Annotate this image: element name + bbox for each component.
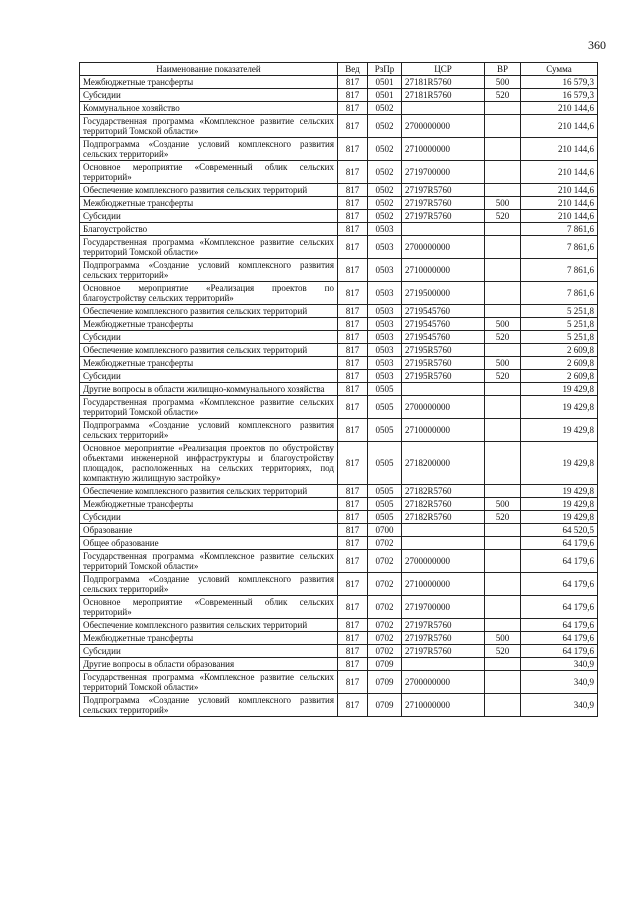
cell-rzpr: 0505 bbox=[368, 419, 402, 442]
cell-vr bbox=[485, 671, 521, 694]
cell-csr: 27197R5760 bbox=[402, 619, 485, 632]
cell-rzpr: 0502 bbox=[368, 102, 402, 115]
cell-csr: 2700000000 bbox=[402, 671, 485, 694]
cell-vr bbox=[485, 550, 521, 573]
cell-name: Обеспечение комплексного развития сельских территорий bbox=[80, 184, 338, 197]
cell-rzpr: 0502 bbox=[368, 197, 402, 210]
cell-csr bbox=[402, 223, 485, 236]
column-header-csr: ЦСР bbox=[402, 63, 485, 76]
cell-name: Обеспечение комплексного развития сельских территорий bbox=[80, 619, 338, 632]
cell-sum: 7 861,6 bbox=[521, 236, 598, 259]
table-row bbox=[80, 115, 598, 138]
table-row bbox=[80, 236, 598, 259]
cell-sum: 2 609,8 bbox=[521, 357, 598, 370]
cell-sum: 2 609,8 bbox=[521, 344, 598, 357]
table-row bbox=[80, 396, 598, 419]
cell-csr: 2710000000 bbox=[402, 419, 485, 442]
table-row bbox=[80, 138, 598, 161]
cell-ved: 817 bbox=[338, 138, 368, 161]
cell-name: Субсидии bbox=[80, 511, 338, 524]
cell-vr bbox=[485, 694, 521, 717]
cell-ved: 817 bbox=[338, 694, 368, 717]
cell-sum: 19 429,8 bbox=[521, 383, 598, 396]
cell-csr bbox=[402, 524, 485, 537]
cell-ved: 817 bbox=[338, 658, 368, 671]
cell-name: Государственная программа «Комплексное развитие сельских территорий Томской области» bbox=[80, 236, 338, 259]
cell-vr bbox=[485, 537, 521, 550]
cell-sum: 64 179,6 bbox=[521, 573, 598, 596]
cell-csr: 27195R5760 bbox=[402, 344, 485, 357]
cell-rzpr: 0502 bbox=[368, 184, 402, 197]
cell-sum: 210 144,6 bbox=[521, 210, 598, 223]
cell-sum: 5 251,8 bbox=[521, 305, 598, 318]
cell-rzpr: 0503 bbox=[368, 305, 402, 318]
budget-table bbox=[79, 62, 598, 717]
cell-ved: 817 bbox=[338, 396, 368, 419]
cell-ved: 817 bbox=[338, 102, 368, 115]
cell-rzpr: 0502 bbox=[368, 138, 402, 161]
cell-csr: 27197R5760 bbox=[402, 210, 485, 223]
cell-name: Коммунальное хозяйство bbox=[80, 102, 338, 115]
cell-csr: 27195R5760 bbox=[402, 357, 485, 370]
cell-vr bbox=[485, 259, 521, 282]
column-header-sum: Сумма bbox=[521, 63, 598, 76]
cell-ved: 817 bbox=[338, 596, 368, 619]
cell-rzpr: 0503 bbox=[368, 344, 402, 357]
table-row bbox=[80, 645, 598, 658]
cell-name: Государственная программа «Комплексное развитие сельских территорий Томской области» bbox=[80, 671, 338, 694]
cell-ved: 817 bbox=[338, 89, 368, 102]
cell-name: Основное мероприятие «Реализация проектов по благоустройству сельских территорий» bbox=[80, 282, 338, 305]
cell-name: Основное мероприятие «Современный облик сельских территорий» bbox=[80, 596, 338, 619]
cell-rzpr: 0702 bbox=[368, 632, 402, 645]
cell-csr: 2710000000 bbox=[402, 259, 485, 282]
cell-vr: 500 bbox=[485, 498, 521, 511]
cell-sum: 210 144,6 bbox=[521, 197, 598, 210]
cell-rzpr: 0505 bbox=[368, 442, 402, 485]
table-row bbox=[80, 383, 598, 396]
cell-ved: 817 bbox=[338, 485, 368, 498]
cell-rzpr: 0505 bbox=[368, 485, 402, 498]
cell-sum: 64 179,6 bbox=[521, 550, 598, 573]
cell-name: Подпрограмма «Создание условий комплексного развития сельских территорий» bbox=[80, 694, 338, 717]
cell-csr: 2700000000 bbox=[402, 550, 485, 573]
cell-csr: 2710000000 bbox=[402, 573, 485, 596]
cell-vr bbox=[485, 442, 521, 485]
cell-ved: 817 bbox=[338, 76, 368, 89]
cell-vr bbox=[485, 115, 521, 138]
cell-name: Подпрограмма «Создание условий комплексного развития сельских территорий» bbox=[80, 259, 338, 282]
cell-sum: 64 179,6 bbox=[521, 537, 598, 550]
cell-ved: 817 bbox=[338, 318, 368, 331]
cell-ved: 817 bbox=[338, 184, 368, 197]
cell-sum: 7 861,6 bbox=[521, 259, 598, 282]
cell-sum: 16 579,3 bbox=[521, 89, 598, 102]
cell-csr bbox=[402, 383, 485, 396]
table-row bbox=[80, 370, 598, 383]
cell-vr bbox=[485, 573, 521, 596]
cell-sum: 340,9 bbox=[521, 694, 598, 717]
cell-name: Основное мероприятие «Современный облик сельских территорий» bbox=[80, 161, 338, 184]
cell-ved: 817 bbox=[338, 370, 368, 383]
cell-sum: 19 429,8 bbox=[521, 396, 598, 419]
cell-sum: 210 144,6 bbox=[521, 161, 598, 184]
cell-rzpr: 0503 bbox=[368, 223, 402, 236]
cell-csr: 2719700000 bbox=[402, 596, 485, 619]
column-header-name: Наименование показателей bbox=[80, 63, 338, 76]
cell-ved: 817 bbox=[338, 115, 368, 138]
cell-rzpr: 0501 bbox=[368, 76, 402, 89]
cell-csr: 27197R5760 bbox=[402, 184, 485, 197]
table-row bbox=[80, 658, 598, 671]
cell-name: Обеспечение комплексного развития сельских территорий bbox=[80, 485, 338, 498]
table-row bbox=[80, 259, 598, 282]
cell-sum: 19 429,8 bbox=[521, 419, 598, 442]
cell-rzpr: 0702 bbox=[368, 573, 402, 596]
table-row bbox=[80, 550, 598, 573]
table-row bbox=[80, 511, 598, 524]
table-row bbox=[80, 619, 598, 632]
cell-name: Межбюджетные трансферты bbox=[80, 318, 338, 331]
page-number: 360 bbox=[588, 38, 606, 52]
cell-vr: 520 bbox=[485, 89, 521, 102]
table-row bbox=[80, 184, 598, 197]
table-row bbox=[80, 442, 598, 485]
cell-vr bbox=[485, 305, 521, 318]
cell-ved: 817 bbox=[338, 223, 368, 236]
cell-rzpr: 0702 bbox=[368, 645, 402, 658]
cell-csr: 2718200000 bbox=[402, 442, 485, 485]
cell-csr: 2719545760 bbox=[402, 318, 485, 331]
cell-csr bbox=[402, 102, 485, 115]
table-row bbox=[80, 485, 598, 498]
cell-ved: 817 bbox=[338, 305, 368, 318]
cell-vr bbox=[485, 184, 521, 197]
cell-ved: 817 bbox=[338, 331, 368, 344]
cell-rzpr: 0502 bbox=[368, 115, 402, 138]
cell-ved: 817 bbox=[338, 671, 368, 694]
cell-ved: 817 bbox=[338, 442, 368, 485]
cell-sum: 16 579,3 bbox=[521, 76, 598, 89]
cell-name: Межбюджетные трансферты bbox=[80, 498, 338, 511]
cell-csr: 2719545760 bbox=[402, 331, 485, 344]
cell-sum: 64 520,5 bbox=[521, 524, 598, 537]
table-row bbox=[80, 197, 598, 210]
cell-name: Образование bbox=[80, 524, 338, 537]
cell-csr: 27182R5760 bbox=[402, 485, 485, 498]
cell-ved: 817 bbox=[338, 197, 368, 210]
cell-name: Подпрограмма «Создание условий комплексного развития сельских территорий» bbox=[80, 419, 338, 442]
cell-sum: 2 609,8 bbox=[521, 370, 598, 383]
cell-name: Межбюджетные трансферты bbox=[80, 632, 338, 645]
cell-sum: 64 179,6 bbox=[521, 632, 598, 645]
cell-csr: 27182R5760 bbox=[402, 498, 485, 511]
table-row bbox=[80, 524, 598, 537]
cell-vr bbox=[485, 619, 521, 632]
cell-sum: 210 144,6 bbox=[521, 102, 598, 115]
cell-csr: 2700000000 bbox=[402, 396, 485, 419]
cell-csr: 27197R5760 bbox=[402, 645, 485, 658]
cell-ved: 817 bbox=[338, 161, 368, 184]
table-row bbox=[80, 210, 598, 223]
cell-csr: 2710000000 bbox=[402, 138, 485, 161]
cell-vr bbox=[485, 282, 521, 305]
cell-sum: 5 251,8 bbox=[521, 331, 598, 344]
cell-vr bbox=[485, 223, 521, 236]
table-row bbox=[80, 318, 598, 331]
table-row bbox=[80, 223, 598, 236]
cell-rzpr: 0501 bbox=[368, 89, 402, 102]
cell-rzpr: 0709 bbox=[368, 694, 402, 717]
cell-vr bbox=[485, 396, 521, 419]
cell-vr bbox=[485, 344, 521, 357]
table-row bbox=[80, 596, 598, 619]
cell-sum: 340,9 bbox=[521, 658, 598, 671]
table-row bbox=[80, 344, 598, 357]
cell-vr: 520 bbox=[485, 370, 521, 383]
cell-name: Благоустройство bbox=[80, 223, 338, 236]
cell-vr: 520 bbox=[485, 331, 521, 344]
cell-vr bbox=[485, 161, 521, 184]
cell-ved: 817 bbox=[338, 550, 368, 573]
cell-name: Субсидии bbox=[80, 210, 338, 223]
cell-vr: 500 bbox=[485, 318, 521, 331]
table-row bbox=[80, 331, 598, 344]
cell-ved: 817 bbox=[338, 259, 368, 282]
cell-vr bbox=[485, 236, 521, 259]
cell-vr: 520 bbox=[485, 645, 521, 658]
cell-rzpr: 0702 bbox=[368, 550, 402, 573]
cell-ved: 817 bbox=[338, 632, 368, 645]
cell-name: Межбюджетные трансферты bbox=[80, 197, 338, 210]
cell-sum: 5 251,8 bbox=[521, 318, 598, 331]
table-row bbox=[80, 89, 598, 102]
cell-csr: 27197R5760 bbox=[402, 197, 485, 210]
column-header-ved: Вед bbox=[338, 63, 368, 76]
cell-csr: 27195R5760 bbox=[402, 370, 485, 383]
cell-name: Субсидии bbox=[80, 370, 338, 383]
table-body bbox=[80, 76, 598, 717]
cell-name: Субсидии bbox=[80, 331, 338, 344]
table-row bbox=[80, 573, 598, 596]
table-row bbox=[80, 419, 598, 442]
cell-vr bbox=[485, 419, 521, 442]
cell-vr bbox=[485, 102, 521, 115]
table-row bbox=[80, 305, 598, 318]
cell-csr: 2700000000 bbox=[402, 115, 485, 138]
cell-name: Обеспечение комплексного развития сельских территорий bbox=[80, 305, 338, 318]
cell-rzpr: 0700 bbox=[368, 524, 402, 537]
cell-csr: 27182R5760 bbox=[402, 511, 485, 524]
cell-csr: 27197R5760 bbox=[402, 632, 485, 645]
cell-rzpr: 0709 bbox=[368, 658, 402, 671]
cell-csr: 2719500000 bbox=[402, 282, 485, 305]
table-header-row bbox=[80, 63, 598, 76]
cell-ved: 817 bbox=[338, 357, 368, 370]
cell-sum: 64 179,6 bbox=[521, 619, 598, 632]
cell-rzpr: 0503 bbox=[368, 318, 402, 331]
cell-sum: 64 179,6 bbox=[521, 596, 598, 619]
table-row bbox=[80, 498, 598, 511]
cell-csr: 27181R5760 bbox=[402, 89, 485, 102]
cell-rzpr: 0503 bbox=[368, 357, 402, 370]
cell-sum: 64 179,6 bbox=[521, 645, 598, 658]
cell-sum: 19 429,8 bbox=[521, 442, 598, 485]
cell-ved: 817 bbox=[338, 282, 368, 305]
cell-csr bbox=[402, 658, 485, 671]
cell-csr: 2700000000 bbox=[402, 236, 485, 259]
cell-vr bbox=[485, 658, 521, 671]
cell-name: Государственная программа «Комплексное развитие сельских территорий Томской области» bbox=[80, 115, 338, 138]
cell-rzpr: 0503 bbox=[368, 282, 402, 305]
cell-name: Межбюджетные трансферты bbox=[80, 357, 338, 370]
cell-vr: 520 bbox=[485, 511, 521, 524]
cell-rzpr: 0505 bbox=[368, 498, 402, 511]
cell-name: Субсидии bbox=[80, 89, 338, 102]
cell-vr bbox=[485, 138, 521, 161]
cell-ved: 817 bbox=[338, 419, 368, 442]
cell-rzpr: 0702 bbox=[368, 537, 402, 550]
cell-sum: 7 861,6 bbox=[521, 223, 598, 236]
cell-csr: 27181R5760 bbox=[402, 76, 485, 89]
cell-ved: 817 bbox=[338, 619, 368, 632]
column-header-vr: ВР bbox=[485, 63, 521, 76]
cell-name: Подпрограмма «Создание условий комплексного развития сельских территорий» bbox=[80, 138, 338, 161]
cell-csr: 2719545760 bbox=[402, 305, 485, 318]
cell-name: Другие вопросы в области жилищно-коммунального хозяйства bbox=[80, 383, 338, 396]
cell-ved: 817 bbox=[338, 511, 368, 524]
cell-vr bbox=[485, 485, 521, 498]
cell-ved: 817 bbox=[338, 645, 368, 658]
table-row bbox=[80, 694, 598, 717]
cell-rzpr: 0502 bbox=[368, 210, 402, 223]
cell-name: Подпрограмма «Создание условий комплексного развития сельских территорий» bbox=[80, 573, 338, 596]
table-row bbox=[80, 671, 598, 694]
cell-sum: 19 429,8 bbox=[521, 485, 598, 498]
table-row bbox=[80, 537, 598, 550]
cell-sum: 210 144,6 bbox=[521, 115, 598, 138]
cell-rzpr: 0709 bbox=[368, 671, 402, 694]
cell-ved: 817 bbox=[338, 573, 368, 596]
cell-vr: 520 bbox=[485, 210, 521, 223]
cell-rzpr: 0503 bbox=[368, 259, 402, 282]
cell-vr: 500 bbox=[485, 197, 521, 210]
cell-vr bbox=[485, 383, 521, 396]
cell-rzpr: 0503 bbox=[368, 331, 402, 344]
cell-csr: 2710000000 bbox=[402, 694, 485, 717]
cell-name: Основное мероприятие «Реализация проектов по обустройству объектами инженерной инфраструктуры и благоустройству площадок, расположенных на сельских территориях, под компактную жилищную застройку» bbox=[80, 442, 338, 485]
cell-csr: 2719700000 bbox=[402, 161, 485, 184]
cell-csr bbox=[402, 537, 485, 550]
cell-rzpr: 0505 bbox=[368, 396, 402, 419]
table-row bbox=[80, 161, 598, 184]
cell-ved: 817 bbox=[338, 344, 368, 357]
table-row bbox=[80, 632, 598, 645]
cell-ved: 817 bbox=[338, 498, 368, 511]
table-row bbox=[80, 282, 598, 305]
cell-sum: 19 429,8 bbox=[521, 498, 598, 511]
cell-vr bbox=[485, 524, 521, 537]
column-header-rzpr: РзПр bbox=[368, 63, 402, 76]
cell-name: Обеспечение комплексного развития сельских территорий bbox=[80, 344, 338, 357]
cell-name: Субсидии bbox=[80, 645, 338, 658]
cell-ved: 817 bbox=[338, 236, 368, 259]
cell-sum: 7 861,6 bbox=[521, 282, 598, 305]
cell-name: Государственная программа «Комплексное развитие сельских территорий Томской области» bbox=[80, 396, 338, 419]
cell-vr bbox=[485, 596, 521, 619]
cell-rzpr: 0502 bbox=[368, 161, 402, 184]
cell-ved: 817 bbox=[338, 383, 368, 396]
cell-vr: 500 bbox=[485, 76, 521, 89]
cell-name: Другие вопросы в области образования bbox=[80, 658, 338, 671]
cell-rzpr: 0505 bbox=[368, 383, 402, 396]
cell-sum: 210 144,6 bbox=[521, 184, 598, 197]
cell-rzpr: 0503 bbox=[368, 236, 402, 259]
cell-vr: 500 bbox=[485, 357, 521, 370]
table-row bbox=[80, 76, 598, 89]
cell-vr: 500 bbox=[485, 632, 521, 645]
table-row bbox=[80, 102, 598, 115]
cell-rzpr: 0702 bbox=[368, 619, 402, 632]
cell-name: Межбюджетные трансферты bbox=[80, 76, 338, 89]
cell-name: Государственная программа «Комплексное развитие сельских территорий Томской области» bbox=[80, 550, 338, 573]
table-row bbox=[80, 357, 598, 370]
cell-rzpr: 0503 bbox=[368, 370, 402, 383]
cell-ved: 817 bbox=[338, 210, 368, 223]
cell-name: Общее образование bbox=[80, 537, 338, 550]
cell-rzpr: 0702 bbox=[368, 596, 402, 619]
cell-rzpr: 0505 bbox=[368, 511, 402, 524]
cell-ved: 817 bbox=[338, 537, 368, 550]
cell-sum: 210 144,6 bbox=[521, 138, 598, 161]
cell-ved: 817 bbox=[338, 524, 368, 537]
cell-sum: 340,9 bbox=[521, 671, 598, 694]
cell-sum: 19 429,8 bbox=[521, 511, 598, 524]
